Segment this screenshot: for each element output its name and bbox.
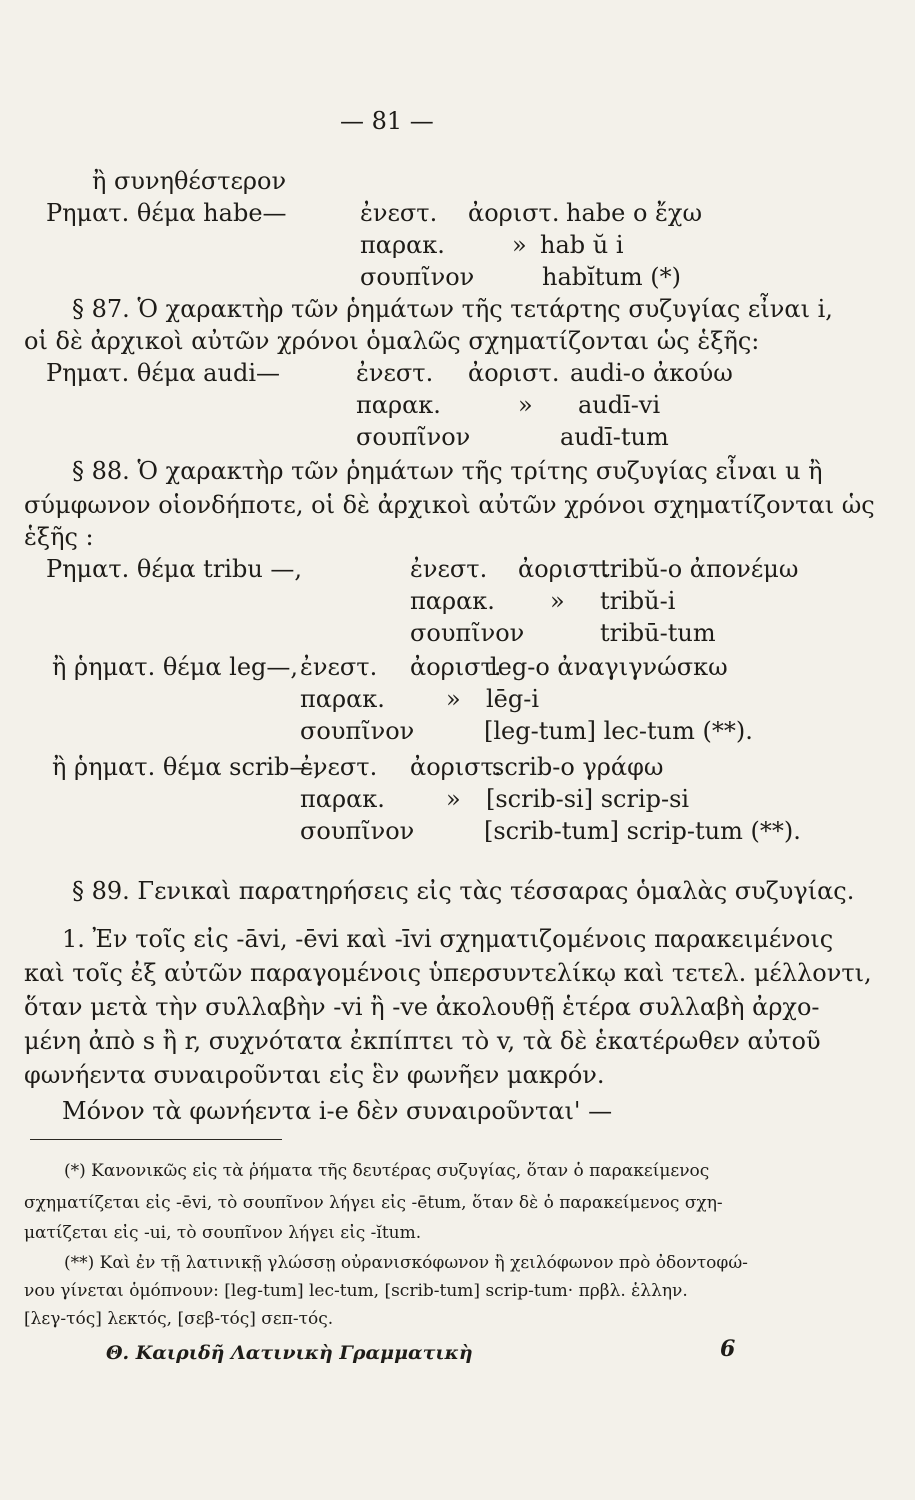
stem-audi: Ρηματ. θέμα audi—: [46, 359, 280, 387]
verb-form: hab ŭ i: [540, 231, 624, 259]
stem-tribu: Ρηματ. θέμα tribu —,: [46, 555, 303, 583]
s89-p2: Μόνον τὰ φωνήεντα i-e δὲν συναιροῦνται' —: [62, 1097, 613, 1125]
aorist-label: ἀοριστ.: [518, 555, 610, 583]
tense-label: παρακ.: [356, 391, 441, 419]
signature-number: 6: [720, 1336, 736, 1362]
tense-label: σουπῖνον: [300, 717, 415, 745]
tense-label: ἐνεστ.: [300, 753, 378, 781]
s89-p1-line3: ὅταν μετὰ τὴν συλλαβὴν -vi ἢ -ve ἀκολουθῇ ἑτέρα συλλαβὴ ἀρχο-: [24, 993, 820, 1021]
verb-form: scrib-o γράφω: [492, 753, 664, 781]
verb-form: audī-tum: [560, 423, 669, 451]
verb-form: audi-o ἀκούω: [570, 359, 733, 387]
verb-form: tribū-tum: [600, 619, 716, 647]
book-signature: Θ. Καιριδῆ Λατινικὴ Γραμματικὴ: [106, 1342, 473, 1364]
verb-form: lēg-i: [486, 685, 540, 713]
stem-scrib: ἢ ῥηματ. θέμα scrib—,: [52, 753, 322, 781]
s89-heading: § 89. Γενικαὶ παρατηρήσεις εἰς τὰς τέσσαρας ὁμαλὰς συζυγίας.: [72, 877, 855, 905]
tense-label: σουπῖνον: [360, 263, 475, 291]
footnote-1-line2: σχηματίζεται εἰς -ēvi, τὸ σουπῖνον λήγει εἰς -ētum, ὅταν δὲ ὁ παρακείμενος σχη-: [24, 1193, 723, 1213]
tense-label: σουπῖνον: [356, 423, 471, 451]
tense-label: σουπῖνον: [300, 817, 415, 845]
aorist-label: ἀοριστ.: [410, 753, 502, 781]
footnote-2-line1: (**) Καὶ ἐν τῇ λατινικῇ γλώσσῃ οὐρανισκόφωνον ἢ χειλόφωνον πρὸ ὀδοντοφώ-: [64, 1253, 748, 1273]
verb-form: [scrib-si] scrip-si: [486, 785, 690, 813]
ditto-mark: »: [550, 587, 565, 615]
verb-form: audī-vi: [578, 391, 661, 419]
s87-line2: οἱ δὲ ἀρχικοὶ αὐτῶν χρόνοι ὁμαλῶς σχηματίζονται ὡς ἑξῆς:: [24, 327, 760, 355]
intro-line: ἢ συνηθέστερον: [92, 167, 287, 195]
footnote-1-line1: (*) Κανονικῶς εἰς τὰ ῥήματα τῆς δευτέρας συζυγίας, ὅταν ὁ παρακείμενος: [64, 1161, 710, 1181]
s89-p1-line1: 1. Ἐν τοῖς εἰς -āvi, -ēvi καὶ -īvi σχηματιζομένοις παρακειμένοις: [62, 925, 834, 953]
tense-label: παρακ.: [300, 785, 385, 813]
tense-label: ἐνεστ.: [410, 555, 488, 583]
aorist-label: ἀοριστ.: [468, 359, 560, 387]
ditto-mark: »: [518, 391, 533, 419]
s88-line1: § 88. Ὁ χαρακτὴρ τῶν ῥημάτων τῆς τρίτης συζυγίας εἶναι u ἢ: [72, 457, 823, 485]
verb-form: habe o ἔχω: [566, 199, 703, 227]
verb-form: tribŭ-o ἀπονέμω: [600, 555, 799, 583]
verb-form: leg-o ἀναγιγνώσκω: [490, 653, 728, 681]
ditto-mark: »: [446, 685, 461, 713]
stem-habe: Ρηματ. θέμα habe—: [46, 199, 287, 227]
tense-label: ἐνεστ.: [360, 199, 438, 227]
verb-form: [leg-tum] lec-tum (**).: [484, 717, 753, 745]
tense-label: παρακ.: [410, 587, 495, 615]
tense-label: ἐνεστ.: [300, 653, 378, 681]
s88-line3: ἑξῆς :: [24, 523, 94, 551]
tense-label: σουπῖνον: [410, 619, 525, 647]
page-number: — 81 —: [340, 107, 434, 135]
footnote-divider: [30, 1139, 282, 1140]
verb-form: tribŭ-i: [600, 587, 676, 615]
stem-leg: ἢ ῥηματ. θέμα leg—,: [52, 653, 299, 681]
footnote-2-line3: [λεγ-τός] λεκτός, [σεβ-τός] σεπ-τός.: [24, 1309, 334, 1329]
ditto-mark: »: [446, 785, 461, 813]
s89-p1-line4: μένη ἀπὸ s ἢ r, συχνότατα ἐκπίπτει τὸ v, τὰ δὲ ἑκατέρωθεν αὐτοῦ: [24, 1027, 821, 1055]
aorist-label: ἀοριστ.: [468, 199, 560, 227]
verb-form: habĭtum (*): [542, 263, 682, 291]
verb-form: [scrib-tum] scrip-tum (**).: [484, 817, 801, 845]
tense-label: παρακ.: [360, 231, 445, 259]
s88-line2: σύμφωνον οἱονδήποτε, οἱ δὲ ἀρχικοὶ αὐτῶν χρόνοι σχηματίζονται ὡς: [24, 491, 875, 519]
footnote-2-line2: νου γίνεται ὁμόπνουν: [leg-tum] lec-tum, [scrib-tum] scrip-tum· πρβλ. ἑλλην.: [24, 1281, 688, 1301]
ditto-mark: »: [512, 231, 527, 259]
aorist-label: ἀοριστ.: [410, 653, 502, 681]
s89-p1-line5: φωνήεντα συναιροῦνται εἰς ἓν φωνῆεν μακρόν.: [24, 1061, 605, 1089]
tense-label: ἐνεστ.: [356, 359, 434, 387]
s89-p1-line2: καὶ τοῖς ἐξ αὐτῶν παραγομένοις ὑπερσυντελίκῳ καὶ τετελ. μέλλοντι,: [24, 959, 872, 987]
footnote-1-line3: ματίζεται εἰς -ui, τὸ σουπῖνον λήγει εἰς -ĭtum.: [24, 1223, 422, 1243]
s87-line1: § 87. Ὁ χαρακτὴρ τῶν ῥημάτων τῆς τετάρτης συζυγίας εἶναι i,: [72, 295, 833, 323]
tense-label: παρακ.: [300, 685, 385, 713]
